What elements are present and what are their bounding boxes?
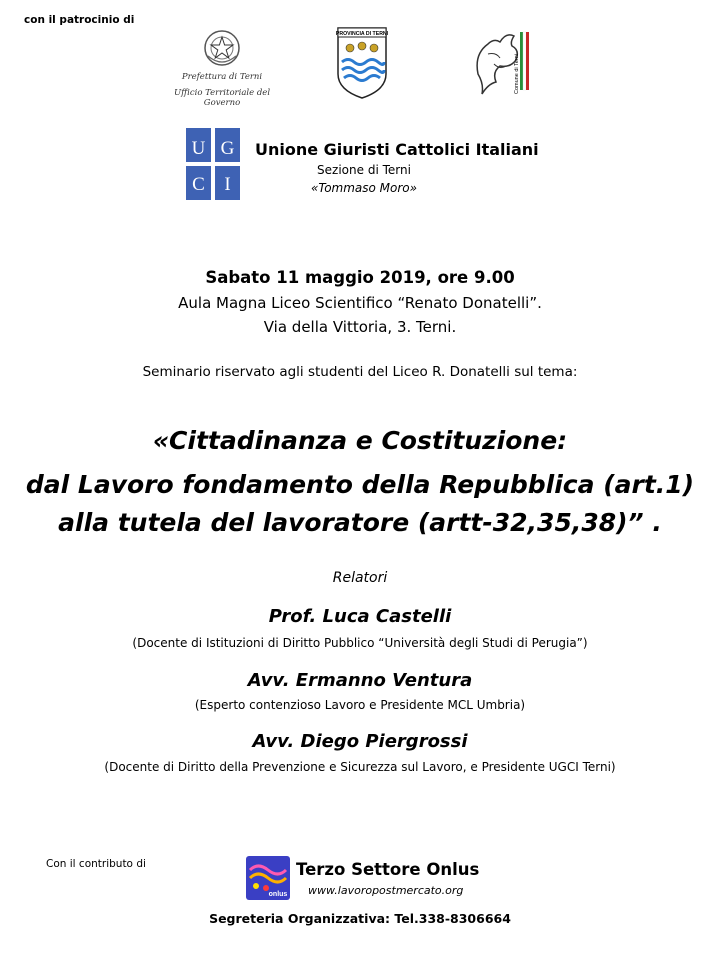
topic-title-line-2: dal Lavoro fondamento della Repubblica (art.1) bbox=[25, 470, 695, 499]
speaker-description: (Docente di Istituzioni di Diritto Pubblico “Università degli Studi di Perugia”) bbox=[132, 636, 588, 650]
speaker-name: Avv. Diego Piergrossi bbox=[252, 731, 468, 752]
ugci-letter-i: I bbox=[224, 174, 231, 195]
event-address: Via della Vittoria, 3. Terni. bbox=[263, 318, 457, 336]
terzo-settore-logo bbox=[246, 856, 290, 900]
ugci-letter-c: C bbox=[192, 174, 205, 195]
ugci-logo bbox=[186, 128, 240, 200]
comune-label: Comune di Terni bbox=[514, 54, 520, 94]
comune-terni-dragon-logo bbox=[470, 24, 534, 100]
seminar-intro: Seminario riservato agli studenti del Liceo R. Donatelli sul tema: bbox=[142, 364, 578, 380]
speaker-name: Prof. Luca Castelli bbox=[268, 606, 452, 627]
prefettura-line-2: Ufficio Territoriale del Governo bbox=[173, 88, 271, 108]
topic-title-line-1: «Cittadinanza e Costituzione: bbox=[152, 426, 568, 455]
organizer-subtitle: «Tommaso Moro» bbox=[310, 181, 418, 195]
secretary-contact: Segreteria Organizzativa: Tel.338-8306664 bbox=[209, 911, 511, 926]
terzo-settore-logo-text: onlus bbox=[268, 891, 288, 898]
organizer-name: Unione Giuristi Cattolici Italiani bbox=[255, 140, 539, 159]
patronage-label: con il patrocinio di bbox=[24, 14, 135, 26]
organizer-section: Sezione di Terni bbox=[317, 163, 411, 177]
speaker-name: Avv. Ermanno Ventura bbox=[247, 670, 473, 691]
speaker-description: (Esperto contenzioso Lavoro e Presidente MCL Umbria) bbox=[194, 698, 526, 712]
event-venue: Aula Magna Liceo Scientifico “Renato Donatelli”. bbox=[178, 294, 542, 312]
event-date: Sabato 11 maggio 2019, ore 9.00 bbox=[205, 268, 515, 287]
prefettura-logo bbox=[166, 28, 278, 108]
ugci-letter-g: G bbox=[220, 138, 235, 159]
sponsor-name: Terzo Settore Onlus bbox=[296, 860, 480, 879]
provincia-label: PROVINCIA DI TERNI bbox=[335, 31, 389, 37]
italian-republic-emblem-icon bbox=[202, 28, 242, 68]
provincia-terni-crest bbox=[334, 24, 390, 100]
topic-title-line-3: alla tutela del lavoratore (artt-32,35,38)” . bbox=[58, 508, 662, 537]
prefettura-line-1: Prefettura di Terni bbox=[181, 72, 263, 82]
speaker-description: (Docente di Diritto della Prevenzione e Sicurezza sul Lavoro, e Presidente UGCI Terni) bbox=[104, 760, 616, 774]
sponsor-url[interactable]: www.lavoropostmercato.org bbox=[308, 884, 464, 897]
speakers-heading: Relatori bbox=[332, 570, 388, 586]
contribution-label: Con il contributo di bbox=[46, 858, 146, 870]
ugci-letter-u: U bbox=[191, 138, 206, 159]
